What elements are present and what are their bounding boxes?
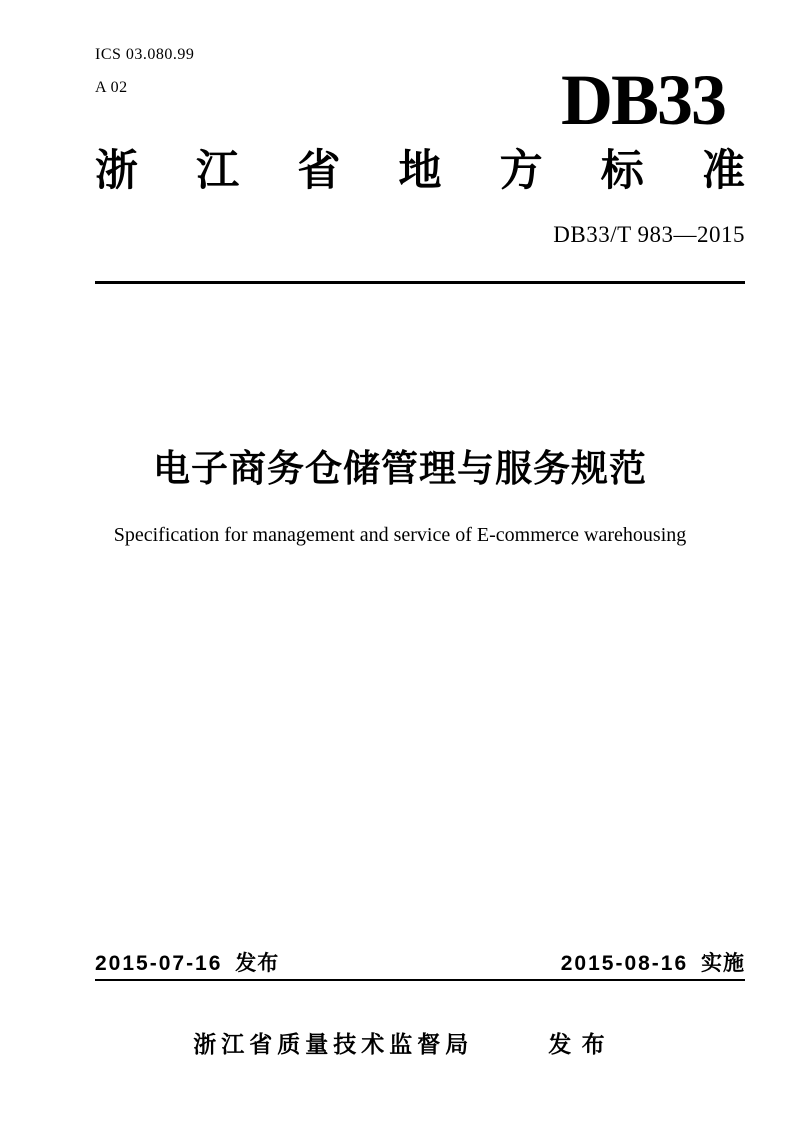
footer-divider [95, 979, 745, 981]
category-code: A 02 [95, 79, 128, 96]
standard-type-char: 标 [600, 147, 644, 195]
issue-date-value: 2015-07-16 [95, 952, 223, 975]
standard-type-char: 地 [398, 147, 442, 195]
publish-label: 发 布 [548, 1031, 607, 1057]
publisher-name: 浙江省质量技术监督局 [193, 1031, 474, 1057]
implementation-date-label: 实施 [701, 952, 745, 975]
standard-type-char: 准 [701, 147, 745, 195]
standard-type-char: 方 [499, 147, 543, 195]
issue-date-label: 发布 [235, 952, 280, 975]
date-row [95, 951, 745, 976]
document-title-en: Specification for management and service of E-commerce warehousing [113, 524, 687, 546]
header-divider [95, 281, 745, 284]
standard-type-char: 浙 [95, 147, 138, 195]
implementation-date-value: 2015-08-16 [560, 952, 689, 975]
standard-type-char: 江 [196, 147, 240, 195]
document-title-cn: 电子商务仓储管理与服务规范 [153, 448, 647, 489]
standard-type-char: 省 [297, 147, 341, 195]
publisher-row [0, 1030, 800, 1060]
issue-date [95, 951, 279, 976]
ics-code: ICS 03.080.99 [95, 46, 195, 63]
implementation-date [561, 951, 745, 976]
standard-number: DB33/T 983—2015 [553, 222, 745, 247]
db33-logo: DB33 [560, 60, 725, 140]
standard-type-title [95, 148, 745, 195]
